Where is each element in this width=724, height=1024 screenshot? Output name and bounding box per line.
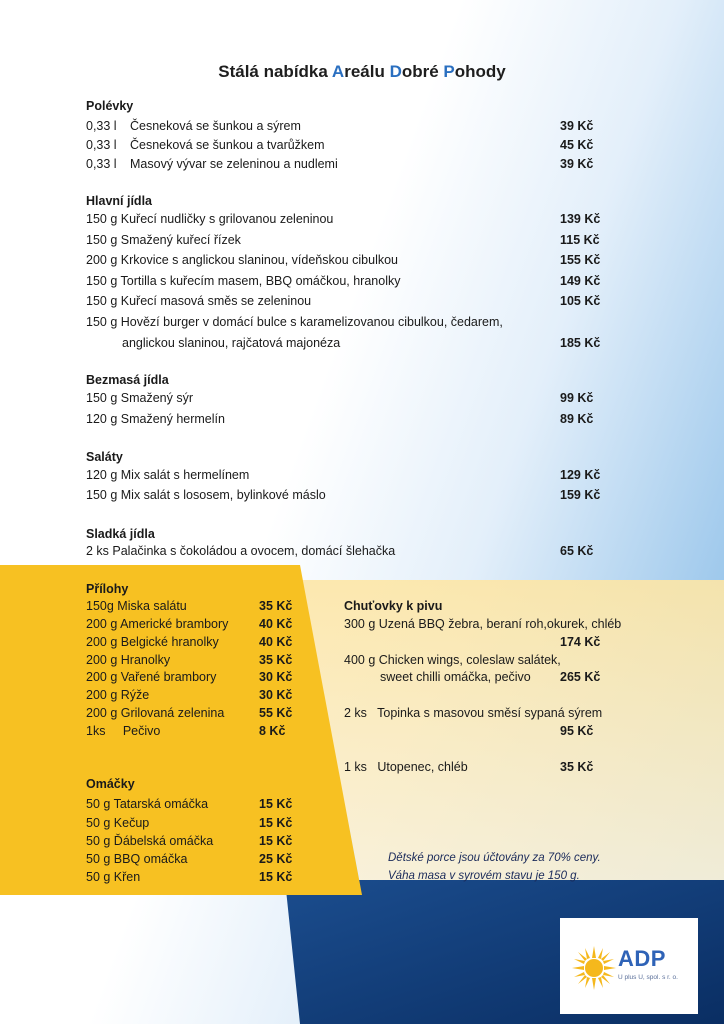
- menu-item: 50 g Křen: [86, 870, 141, 884]
- menu-item: 150 g Mix salát s lososem, bylinkové máslo: [86, 488, 326, 502]
- menu-item-price: 40 Kč: [259, 617, 293, 631]
- menu-item-price: 35 Kč: [259, 599, 293, 613]
- menu-item: 200 g Americké brambory: [86, 617, 229, 631]
- section-title-desserts: Sladká jídla: [86, 527, 155, 541]
- menu-item-price: 39 Kč: [560, 157, 594, 171]
- menu-item-name: Česneková se šunkou a tvarůžkem: [130, 138, 325, 152]
- section-title-vegetarian: Bezmasá jídla: [86, 373, 169, 387]
- menu-item: 1 ks Utopenec, chléb: [344, 760, 468, 774]
- menu-item-continuation: anglickou slaninou, rajčatová majonéza: [122, 336, 341, 350]
- menu-item: 120 g Smažený hermelín: [86, 412, 225, 426]
- menu-item: 2 ks Palačinka s čokoládou a ovocem, domácí šlehačka: [86, 544, 396, 558]
- menu-item: 200 g Vařené brambory: [86, 670, 217, 684]
- menu-item-qty: 0,33 l: [86, 157, 117, 171]
- section-title-soups: Polévky: [86, 99, 134, 113]
- menu-item-price: 55 Kč: [259, 706, 293, 720]
- menu-item-price: 185 Kč: [560, 336, 601, 350]
- page-title: Stálá nabídka Areálu Dobré Pohody: [218, 62, 506, 81]
- menu-item: 150 g Kuřecí masová směs se zeleninou: [86, 294, 312, 308]
- menu-item: 150g Miska salátu: [86, 599, 187, 613]
- menu-item: 150 g Smažený kuřecí řízek: [86, 233, 241, 247]
- menu-item-price: 39 Kč: [560, 119, 594, 133]
- menu-item-price: 30 Kč: [259, 670, 293, 684]
- menu-item-price: 174 Kč: [560, 635, 601, 649]
- menu-item-continuation: sweet chilli omáčka, pečivo: [380, 670, 531, 684]
- menu-item-price: 159 Kč: [560, 488, 601, 502]
- menu-item-price: 95 Kč: [560, 724, 594, 738]
- company-logo: [560, 918, 698, 1014]
- menu-item-price: 139 Kč: [560, 212, 601, 226]
- menu-item-price: 155 Kč: [560, 253, 601, 267]
- menu-item-price: 105 Kč: [560, 294, 601, 308]
- menu-item-price: 149 Kč: [560, 274, 601, 288]
- menu-item: 150 g Kuřecí nudličky s grilovanou zeleninou: [86, 212, 334, 226]
- section-title-sides: Přílohy: [86, 582, 129, 596]
- menu-item: 200 g Krkovice s anglickou slaninou, vídeňskou cibulkou: [86, 253, 398, 267]
- section-title-main-dishes: Hlavní jídla: [86, 194, 152, 208]
- menu-item-price: 35 Kč: [560, 760, 594, 774]
- menu-item: 2 ks Topinka s masovou směsí sypaná sýrem: [344, 706, 603, 720]
- menu-item: 200 g Grilovaná zelenina: [86, 706, 225, 720]
- menu-item: 50 g Kečup: [86, 816, 150, 830]
- note-meat-weight: Váha masa v syrovém stavu je 150 g.: [388, 870, 580, 882]
- menu-item: 400 g Chicken wings, coleslaw salátek,: [344, 653, 561, 667]
- menu-item-price: 8 Kč: [259, 724, 286, 738]
- menu-item: 200 g Rýže: [86, 688, 150, 702]
- menu-item-price: 115 Kč: [560, 233, 600, 247]
- menu-item-qty: 0,33 l: [86, 119, 117, 133]
- logo-text: ADP: [618, 946, 666, 971]
- menu-item-price: 15 Kč: [259, 870, 293, 884]
- menu-item: 120 g Mix salát s hermelínem: [86, 468, 250, 482]
- section-title-salads: Saláty: [86, 450, 123, 464]
- menu-item-price: 99 Kč: [560, 391, 594, 405]
- menu-item-price: 25 Kč: [259, 852, 293, 866]
- menu-item: 150 g Tortilla s kuřecím masem, BBQ omáčkou, hranolky: [86, 274, 401, 288]
- menu-item-price: 15 Kč: [259, 816, 293, 830]
- menu-item-price: 40 Kč: [259, 635, 293, 649]
- menu-item-name: Masový vývar se zeleninou a nudlemi: [130, 157, 338, 171]
- section-title-beer-snacks: Chuťovky k pivu: [344, 599, 443, 613]
- menu-item: 200 g Belgické hranolky: [86, 635, 219, 649]
- menu-item-price: 15 Kč: [259, 797, 293, 811]
- menu-item: 150 g Hovězí burger v domácí bulce s karamelizovanou cibulkou, čedarem,: [86, 315, 503, 329]
- menu-item-price: 129 Kč: [560, 468, 601, 482]
- logo-subtitle: U plus U, spol. s r. o.: [618, 974, 678, 981]
- menu-item-price: 265 Kč: [560, 670, 601, 684]
- menu-item: 150 g Smažený sýr: [86, 391, 193, 405]
- menu-item: 1ks Pečivo: [86, 724, 161, 738]
- menu-item-price: 45 Kč: [560, 138, 594, 152]
- menu-item: 200 g Hranolky: [86, 653, 171, 667]
- menu-item: 50 g Ďábelská omáčka: [86, 834, 214, 848]
- sun-icon: [570, 944, 618, 992]
- menu-item: 50 g Tatarská omáčka: [86, 797, 209, 811]
- menu-item: 300 g Uzená BBQ žebra, beraní roh,okurek, chléb: [344, 617, 622, 631]
- note-child-portions: Dětské porce jsou účtovány za 70% ceny.: [388, 852, 601, 864]
- section-title-sauces: Omáčky: [86, 777, 135, 791]
- menu-item-price: 65 Kč: [560, 544, 594, 558]
- menu-item-price: 15 Kč: [259, 834, 293, 848]
- menu-item-price: 30 Kč: [259, 688, 293, 702]
- menu-item-price: 35 Kč: [259, 653, 293, 667]
- menu-item-qty: 0,33 l: [86, 138, 117, 152]
- menu-item-price: 89 Kč: [560, 412, 594, 426]
- menu-item: 50 g BBQ omáčka: [86, 852, 188, 866]
- menu-item-name: Česneková se šunkou a sýrem: [130, 119, 301, 133]
